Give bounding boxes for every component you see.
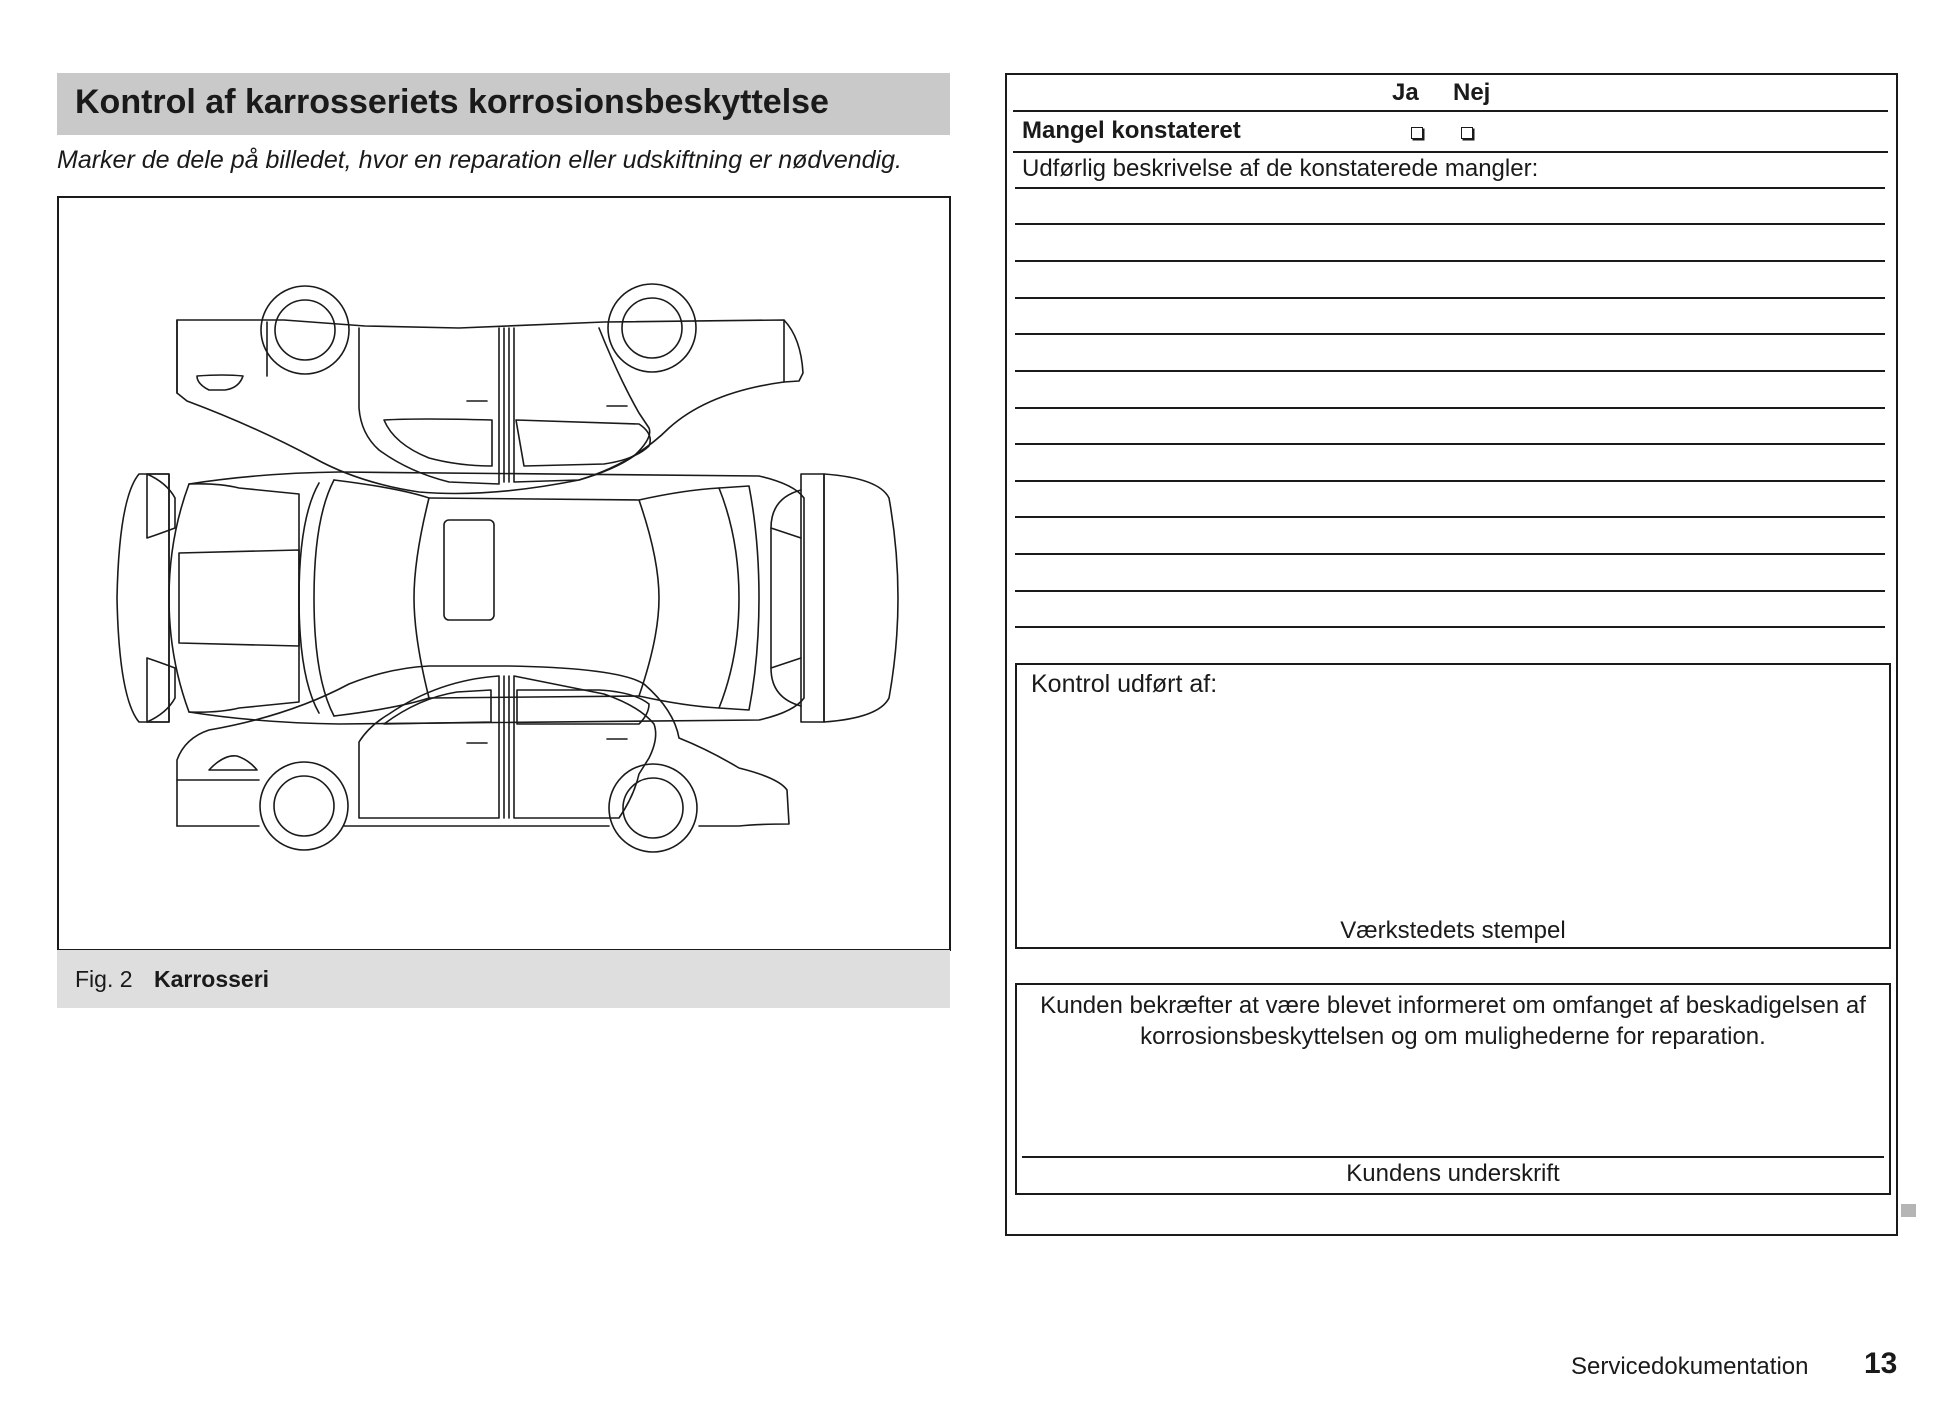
page-title: Kontrol af karrosseriets korrosionsbeskyttelse	[75, 83, 829, 121]
page-edge-marker	[1901, 1204, 1916, 1217]
signature-label: Kundens underskrift	[1346, 1160, 1560, 1187]
defect-yes-checkbox[interactable]	[1411, 127, 1423, 139]
figure-title: Karrosseri	[154, 966, 270, 992]
page-number: 13	[1864, 1347, 1898, 1380]
figure-number: Fig. 2	[75, 966, 133, 992]
workshop-stamp-label: Værkstedets stempel	[1340, 917, 1566, 944]
customer-confirmation-box	[1015, 983, 1891, 1195]
description-line[interactable]	[1015, 297, 1885, 299]
figure-frame	[57, 196, 951, 951]
workshop-stamp-box[interactable]	[1015, 663, 1891, 949]
description-line[interactable]	[1015, 480, 1885, 482]
description-line[interactable]	[1015, 260, 1885, 262]
description-line[interactable]	[1015, 187, 1885, 189]
description-line[interactable]	[1015, 626, 1885, 628]
car-top-view[interactable]	[117, 472, 898, 724]
description-label: Udførlig beskrivelse af de konstaterede mangler:	[1022, 155, 1539, 182]
footer-section-name: Servicedokumentation	[1571, 1353, 1809, 1380]
defect-row-divider	[1013, 151, 1888, 153]
defect-no-checkbox[interactable]	[1461, 127, 1473, 139]
description-line[interactable]	[1015, 590, 1885, 592]
column-no-label: Nej	[1453, 79, 1491, 106]
defect-found-label: Mangel konstateret	[1022, 117, 1241, 144]
car-body-diagram-icon[interactable]	[59, 198, 949, 949]
confirmation-text: Kunden bekræfter at være blevet informeret om omfanget af beskadigelsen af korrosionsbeskyttelsen og om mulighederne for reparation.	[1040, 992, 1866, 1050]
title-bar	[57, 73, 950, 135]
instruction-text: Marker de dele på billedet, hvor en reparation eller udskiftning er nødvendig.	[57, 146, 902, 174]
column-yes-label: Ja	[1392, 79, 1419, 106]
description-line[interactable]	[1015, 223, 1885, 225]
signature-line[interactable]	[1022, 1156, 1884, 1158]
description-line[interactable]	[1015, 370, 1885, 372]
description-line[interactable]	[1015, 553, 1885, 555]
description-line[interactable]	[1015, 443, 1885, 445]
control-by-label: Kontrol udført af:	[1031, 670, 1218, 698]
form-header-divider	[1013, 110, 1888, 112]
description-line[interactable]	[1015, 516, 1885, 518]
description-line[interactable]	[1015, 407, 1885, 409]
figure-caption	[57, 950, 950, 1008]
description-line[interactable]	[1015, 333, 1885, 335]
car-side-view-bottom[interactable]	[177, 666, 789, 852]
car-side-view-top[interactable]	[177, 284, 803, 494]
